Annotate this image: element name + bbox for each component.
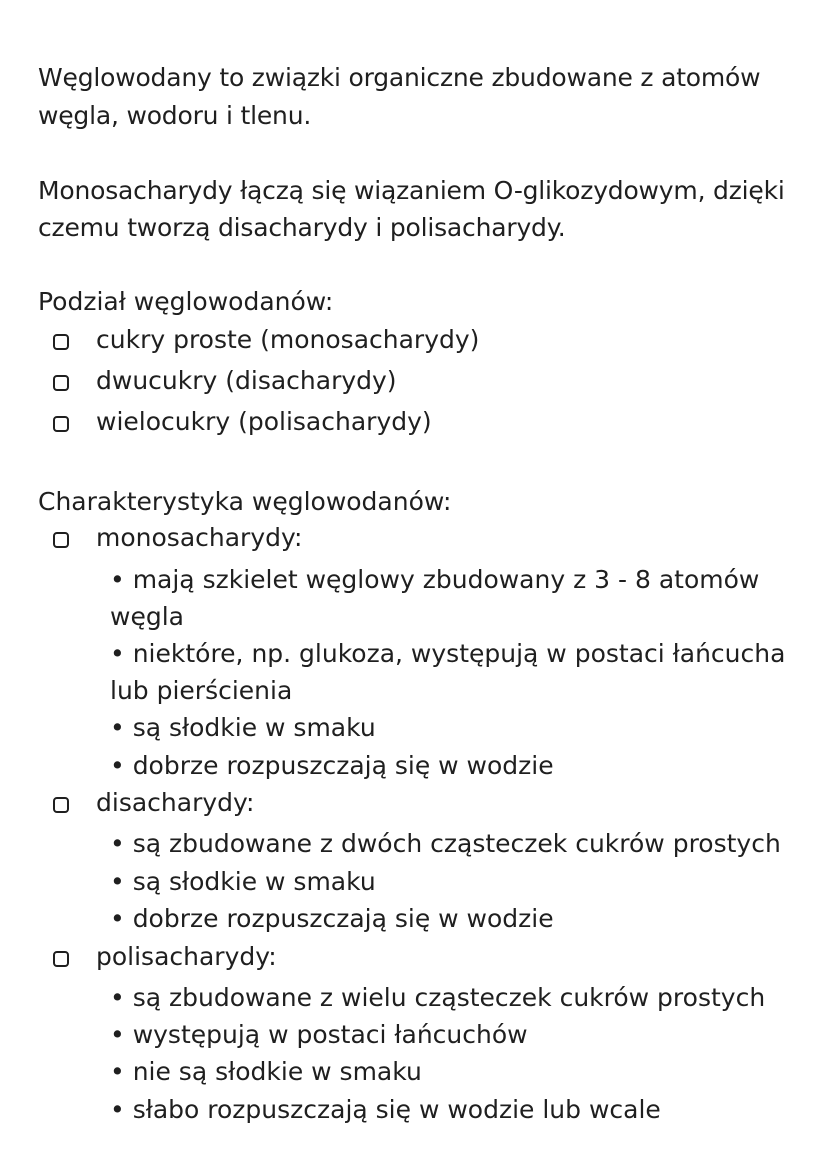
checkbox-icon	[53, 532, 69, 548]
mono-bullet-cont: lub pierścienia	[110, 676, 293, 705]
poly-bullet: • nie są słodkie w smaku	[110, 1057, 422, 1086]
mono-bullet: • dobrze rozpuszczają się w wodzie	[110, 751, 554, 780]
di-label: disacharydy:	[96, 788, 255, 817]
mono-bullet: • są słodkie w smaku	[110, 713, 376, 742]
di-bullet: • są zbudowane z dwóch cząsteczek cukrów prostych	[110, 829, 781, 858]
mono-bullet: • niektóre, np. glukoza, występują w postaci łańcucha	[110, 639, 786, 668]
elements-highlight: węgla, wodoru i tlenu.	[38, 98, 311, 134]
mono-label: monosacharydy:	[96, 523, 303, 552]
bond-line-1	[38, 173, 785, 209]
poly-bullet: • słabo rozpuszczają się w wodzie lub wcale	[110, 1095, 661, 1124]
poly-bullet: • są zbudowane z wielu cząsteczek cukrów prostych	[110, 983, 766, 1012]
di-bullet: • są słodkie w smaku	[110, 867, 376, 896]
division-heading-text: Podział węglowodanów:	[38, 284, 339, 320]
checkbox-icon	[53, 951, 69, 967]
division-item: dwucukry (disacharydy)	[96, 366, 397, 395]
division-heading	[38, 284, 339, 320]
mono-bullet: • mają szkielet węglowy zbudowany z 3 - 8 atomów	[110, 565, 760, 594]
checkbox-icon	[53, 416, 69, 432]
checkbox-icon	[53, 375, 69, 391]
bond-text-line2: czemu tworzą disacharydy i polisacharydy.	[38, 213, 566, 242]
bond-highlight: wiązaniem O-glikozydowym	[354, 173, 698, 209]
mono-bullet-cont: węgla	[110, 602, 184, 631]
intro-text: to związki organiczne zbudowane z atomów	[211, 63, 761, 92]
division-item: cukry proste (monosacharydy)	[96, 325, 480, 354]
di-bullet: • dobrze rozpuszczają się w wodzie	[110, 904, 554, 933]
bond-text-start: Monosacharydy łączą się	[38, 176, 355, 205]
intro-line-2	[38, 98, 311, 134]
poly-label: polisacharydy:	[96, 942, 277, 971]
checkbox-icon	[53, 797, 69, 813]
characteristics-heading	[38, 484, 457, 520]
poly-bullet: • występują w postaci łańcuchów	[110, 1020, 528, 1049]
bond-line-2	[38, 210, 565, 246]
intro-line-1	[38, 60, 760, 96]
bond-text-end: , dzięki	[697, 176, 785, 205]
division-item: wielocukry (polisacharydy)	[96, 407, 432, 436]
characteristics-heading-text: Charakterystyka węglowodanów:	[38, 484, 457, 520]
checkbox-icon	[53, 334, 69, 350]
term-highlight: Węglowodany	[38, 60, 212, 96]
